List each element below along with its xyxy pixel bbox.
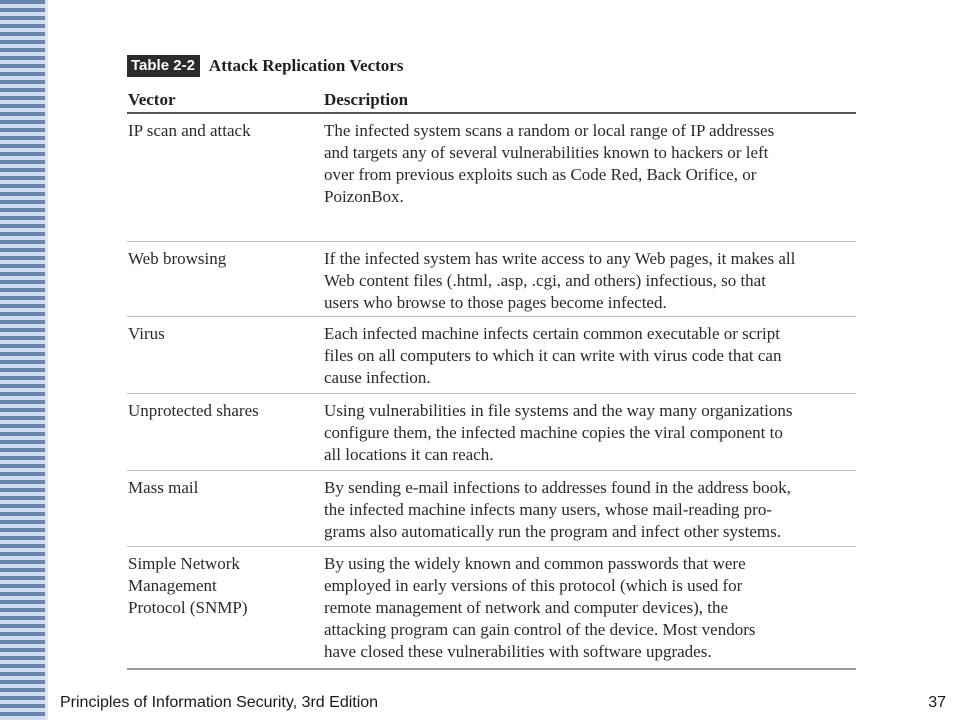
table-title: Attack Replication Vectors	[208, 56, 404, 75]
table-row	[127, 114, 856, 242]
table-row	[127, 242, 856, 317]
vector-cell: Mass mail	[128, 478, 199, 497]
vector-cell: Simple Network Management Protocol (SNMP)	[128, 554, 248, 617]
vector-cell: Web browsing	[128, 249, 227, 268]
description-cell: By sending e-mail infections to addresses found in the address book, the infected machine infects many users, whose mail-reading pro- grams also automatically run the program and infect other systems.	[324, 478, 791, 541]
table-number-label: Table 2-2	[127, 55, 200, 77]
table-row	[127, 547, 856, 670]
table-caption	[127, 55, 403, 77]
column-header-description: Description	[324, 90, 409, 109]
decorative-side-bar	[0, 0, 48, 720]
vector-cell: Unprotected shares	[128, 401, 259, 420]
table-row	[127, 394, 856, 471]
description-cell: If the infected system has write access to any Web pages, it makes all Web content files (.html, .asp, .cgi, and others) infectious, so that users who browse to those pages become infected.	[324, 249, 796, 312]
description-cell: The infected system scans a random or local range of IP addresses and targets any of several vulnerabilities known to hackers or left over from previous exploits such as Code Red, Back Orifice, or PoizonBox.	[324, 121, 775, 206]
vector-cell: IP scan and attack	[128, 121, 251, 140]
footer-book-title: Principles of Information Security, 3rd Edition	[60, 694, 379, 711]
description-cell: Each infected machine infects certain common executable or script files on all computers to which it can write with virus code that can cause infection.	[324, 324, 782, 387]
attack-vectors-table	[127, 86, 856, 670]
description-cell: By using the widely known and common passwords that were employed in early versions of this protocol (which is used for remote management of network and computer devices), the attacking program can gain control of the device. Most vendors have closed these vulnerabilities with software upgrades.	[324, 554, 756, 661]
table-row	[127, 471, 856, 547]
vector-cell: Virus	[128, 324, 165, 343]
page-number: 37	[928, 694, 946, 711]
table-header-row	[127, 86, 856, 114]
description-cell: Using vulnerabilities in file systems and the way many organizations configure them, the infected machine copies the viral component to all locations it can reach.	[324, 401, 793, 464]
column-header-vector: Vector	[128, 90, 176, 109]
table-row	[127, 317, 856, 394]
